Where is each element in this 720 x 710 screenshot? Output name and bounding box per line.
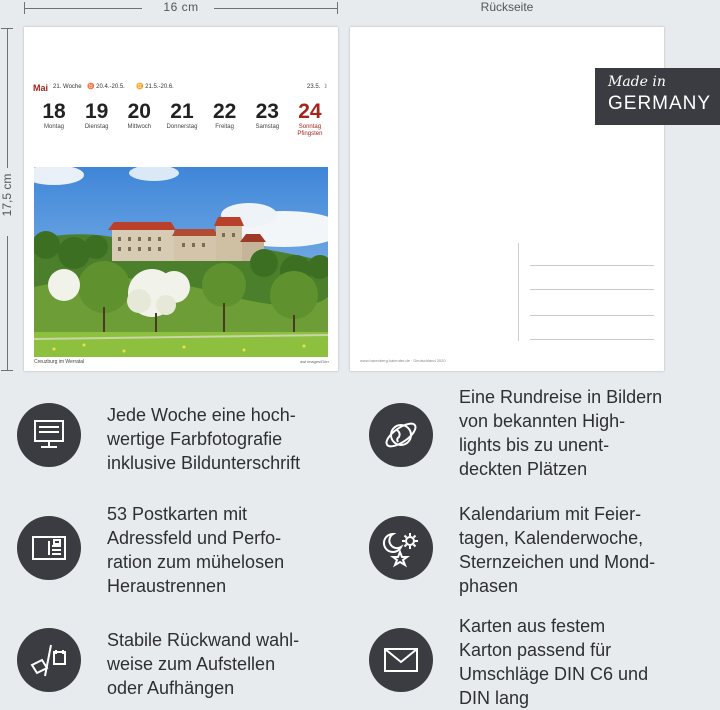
zodiac-gemini: ♊ 21.5.-20.6. xyxy=(136,84,174,90)
weekday-row xyxy=(34,100,330,138)
day-number: 23 xyxy=(255,100,279,123)
zodiac-taurus: ♉ 20.4.-20.5. xyxy=(87,84,125,90)
height-label: 17,5 cm xyxy=(0,173,14,217)
day-name: Dienstag xyxy=(84,124,109,130)
feature-text: Karten aus festem Karton passend für Umschläge DIN C6 und DIN lang xyxy=(459,616,649,708)
height-dimension xyxy=(0,28,14,371)
feature-text: Jede Woche eine hoch- wertige Farbfotografie inklusive Bildunterschrift xyxy=(107,405,301,473)
address-line xyxy=(530,265,654,266)
envelope-icon xyxy=(369,628,433,692)
globe-orbit-icon xyxy=(369,403,433,467)
photo-credit: awl images/Dörr xyxy=(300,359,329,364)
width-label: 16 cm xyxy=(163,0,199,14)
back-footer: www.harenberg-kalender.de · Deutschland 2020 xyxy=(360,358,446,363)
feature-text: Eine Rundreise in Bildern von bekannten High- lights bis zu unent- deckten Plätzen xyxy=(459,387,663,479)
day-column xyxy=(247,100,287,138)
moon-phase: 23.5. ☽ xyxy=(307,84,328,90)
day-name: Donnerstag xyxy=(166,124,198,130)
feature-text: 53 Postkarten mit Adressfeld und Perfo- ration zum mühelosen Heraustrennen xyxy=(107,504,285,596)
day-column xyxy=(34,100,74,138)
badge-country: GERMANY xyxy=(608,93,712,114)
day-number: 24 xyxy=(298,100,322,123)
address-line xyxy=(530,289,654,290)
twins-icon: ♊ xyxy=(136,84,146,90)
day-column-holiday xyxy=(290,100,330,138)
castle-landscape-photo xyxy=(34,167,328,357)
day-number: 20 xyxy=(127,100,151,123)
address-line xyxy=(530,339,654,340)
day-number: 18 xyxy=(42,100,66,123)
day-number: 19 xyxy=(84,100,109,123)
bull-icon: ♉ xyxy=(87,84,97,90)
day-name: Mittwoch xyxy=(127,124,152,130)
back-side-label: Rückseite xyxy=(480,0,534,14)
day-column xyxy=(205,100,245,138)
day-name: Freitag xyxy=(215,124,234,130)
stand-calendar-icon xyxy=(17,628,81,692)
day-column xyxy=(77,100,117,138)
day-name: Sonntag Pfingsten xyxy=(297,124,323,137)
postcard-icon xyxy=(17,516,81,580)
badge-made-in: Made in xyxy=(608,74,666,90)
day-column xyxy=(162,100,202,138)
made-in-germany-badge xyxy=(595,68,720,125)
address-line xyxy=(530,315,654,316)
calendar-front-card xyxy=(24,27,338,371)
moon-icon: ☽ xyxy=(320,84,328,90)
day-name: Samstag xyxy=(255,124,280,130)
feature-text: Stabile Rückwand wahl- weise zum Aufstellen oder Aufhängen xyxy=(107,630,300,698)
address-divider xyxy=(518,243,519,341)
width-dimension xyxy=(24,0,338,16)
moon-sun-star-icon xyxy=(369,516,433,580)
photo-caption: Creuzburg im Werratal xyxy=(34,359,85,365)
day-number: 21 xyxy=(170,100,194,123)
day-column xyxy=(119,100,159,138)
day-name: Montag xyxy=(43,124,64,130)
month-label: Mai xyxy=(33,83,49,93)
monitor-icon xyxy=(17,403,81,467)
week-label: 21. Woche xyxy=(53,84,82,90)
day-number: 22 xyxy=(212,100,237,123)
feature-text: Kalendarium mit Feier- tagen, Kalenderwoche, Sternzeichen und Mond- phasen xyxy=(459,504,656,596)
